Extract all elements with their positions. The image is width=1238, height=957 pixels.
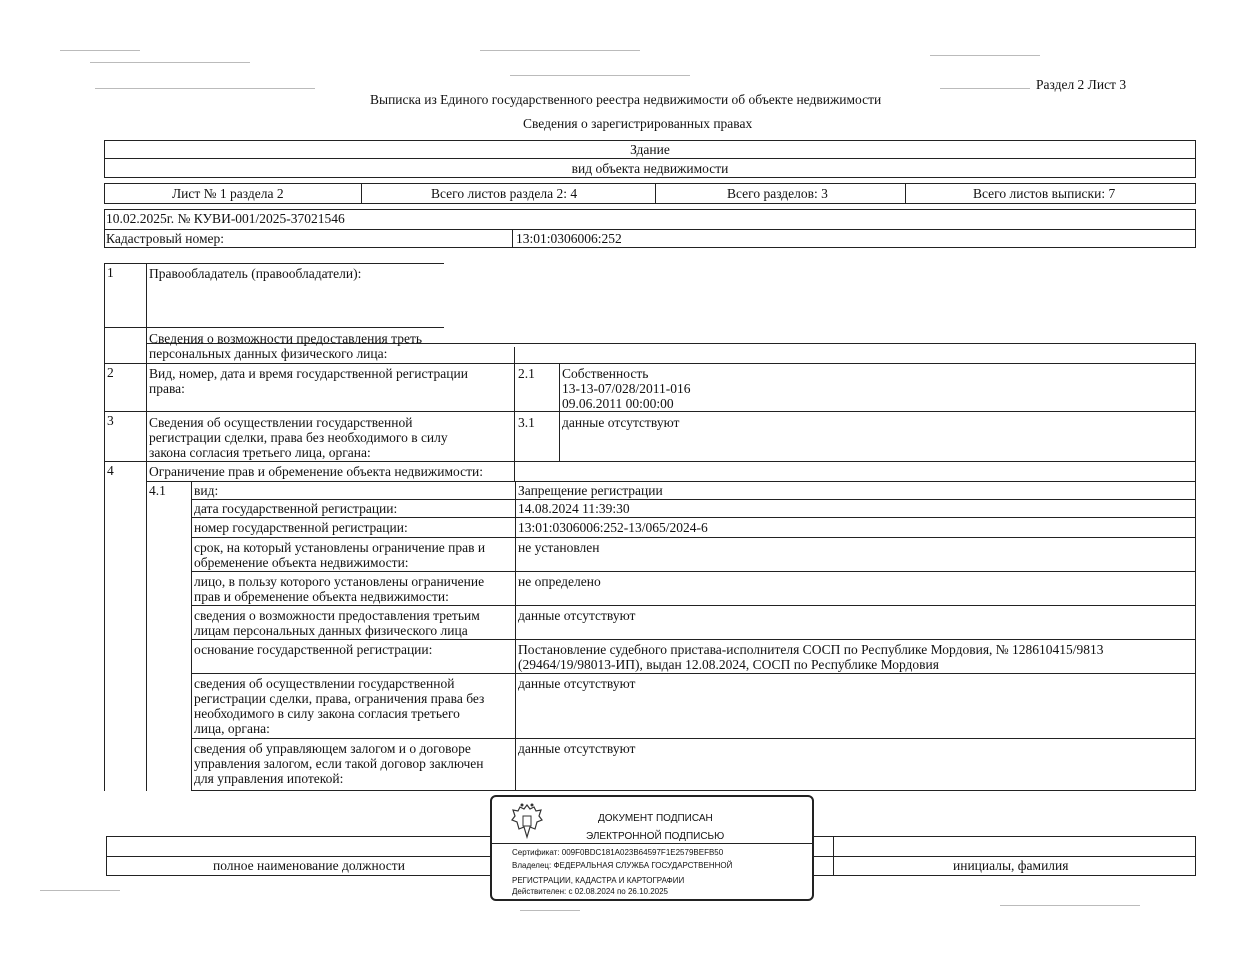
- deal-restriction-label-1: сведения об осуществлении государственной: [194, 676, 455, 691]
- scan-noise: [480, 50, 640, 51]
- name-label: инициалы, фамилия: [953, 858, 1069, 873]
- beneficiary-label-2: прав и обременение объекта недвижимости:: [194, 589, 449, 604]
- registration-basis-line-1: Постановление судебного пристава-исполнителя СОСП по Республике Мордовия, № 128610415/9813: [518, 642, 1104, 657]
- pledge-manager-label-1: сведения об управляющем залогом и о договоре: [194, 741, 471, 756]
- stamp-line-2: ЭЛЕКТРОННОЙ ПОДПИСЬЮ: [586, 831, 725, 842]
- certificate-number: Сертификат: 009F0BDC181A023B64597F1E2579BEFB50: [512, 848, 724, 857]
- scan-noise: [60, 50, 140, 51]
- object-type-label: вид объекта недвижимости: [571, 161, 729, 176]
- document-title: Выписка из Единого государственного реестра недвижимости об объекте недвижимости: [370, 92, 882, 107]
- row-3-1-number: 3.1: [518, 415, 535, 430]
- encumbrance-type-value: Запрещение регистрации: [518, 483, 663, 498]
- pd-third-party-label-1: сведения о возможности предоставления третьим: [194, 608, 480, 623]
- beneficiary-value: не определено: [518, 574, 601, 589]
- total-sheets: Всего листов выписки: 7: [973, 186, 1116, 201]
- certificate-owner-2: РЕГИСТРАЦИИ, КАДАСТРА И КАРТОГРАФИИ: [512, 876, 685, 885]
- certificate-owner-1: Владелец: ФЕДЕРАЛЬНАЯ СЛУЖБА ГОСУДАРСТВЕННОЙ: [512, 861, 733, 870]
- right-type: Собственность: [562, 366, 649, 381]
- encumbrance-date-value: 14.08.2024 11:39:30: [518, 501, 630, 516]
- deal-restriction-value: данные отсутствуют: [518, 676, 636, 691]
- deal-value: данные отсутствуют: [562, 415, 680, 430]
- certificate-validity: Действителен: с 02.08.2024 по 26.10.2025: [512, 887, 668, 896]
- pd-third-party-value: данные отсутствуют: [518, 608, 636, 623]
- e-signature-stamp: [490, 795, 814, 901]
- deal-label-line-3: закона согласия третьего лица, органа:: [149, 445, 371, 460]
- right-reg-number: 13-13-07/028/2011-016: [562, 381, 691, 396]
- pledge-manager-value: данные отсутствуют: [518, 741, 636, 756]
- deal-label-line-2: регистрации сделки, права без необходимого в силу: [149, 430, 448, 445]
- right-holder-label: Правообладатель (правообладатели):: [149, 266, 362, 281]
- row-2-number: 2: [107, 365, 114, 380]
- object-name: Здание: [630, 142, 670, 157]
- row-2-1-number: 2.1: [518, 366, 535, 381]
- pledge-manager-label-2: управления залогом, если такой договор заключен: [194, 756, 484, 771]
- scan-noise: [940, 88, 1030, 89]
- doc-number: 10.02.2025г. № КУВИ-001/2025-37021546: [106, 211, 345, 226]
- stamp-line-1: ДОКУМЕНТ ПОДПИСАН: [598, 813, 713, 824]
- pd-label-line-2: персональных данных физического лица:: [149, 346, 388, 361]
- encumbrance-number-label: номер государственной регистрации:: [194, 520, 408, 535]
- row-4-1-number: 4.1: [149, 483, 166, 498]
- pledge-manager-label-3: для управления ипотекой:: [194, 771, 344, 786]
- row-1-number: 1: [107, 265, 114, 280]
- right-reg-date: 09.06.2011 00:00:00: [562, 396, 674, 411]
- registration-basis-line-2: (29464/19/98013-ИП), выдан 12.08.2024, СОСП по Республике Мордовия: [518, 657, 939, 672]
- encumbrance-number-value: 13:01:0306006:252-13/065/2024-6: [518, 520, 708, 535]
- section-sheet-label: Раздел 2 Лист 3: [1036, 77, 1127, 92]
- encumbrance-term-label-1: срок, на который установлены ограничение прав и: [194, 540, 486, 555]
- registration-label-line-1: Вид, номер, дата и время государственной регистрации: [149, 366, 468, 381]
- scan-noise: [90, 62, 250, 63]
- beneficiary-label-1: лицо, в пользу которого установлены ограничение: [194, 574, 485, 589]
- encumbrance-label: Ограничение прав и обременение объекта недвижимости:: [149, 464, 483, 479]
- deal-restriction-label-2: регистрации сделки, права, ограничения права без: [194, 691, 485, 706]
- scan-noise: [930, 55, 1040, 56]
- pd-third-party-label-2: лицам персональных данных физического лица: [194, 623, 468, 638]
- total-sections: Всего разделов: 3: [727, 186, 828, 201]
- sheet-number: Лист № 1 раздела 2: [172, 186, 284, 201]
- encumbrance-date-label: дата государственной регистрации:: [194, 501, 398, 516]
- total-section-sheets: Всего листов раздела 2: 4: [431, 186, 578, 201]
- double-headed-eagle-icon: [510, 801, 544, 841]
- scan-noise: [1000, 905, 1140, 906]
- registration-basis-label: основание государственной регистрации:: [194, 642, 433, 657]
- scan-noise: [40, 890, 120, 891]
- deal-label-line-1: Сведения об осуществлении государственной: [149, 415, 413, 430]
- registration-label-line-2: права:: [149, 381, 185, 396]
- document-subtitle: Сведения о зарегистрированных правах: [523, 116, 753, 131]
- encumbrance-term-label-2: обременение объекта недвижимости:: [194, 555, 409, 570]
- scan-noise: [95, 88, 315, 89]
- encumbrance-term-value: не установлен: [518, 540, 600, 555]
- row-3-number: 3: [107, 413, 114, 428]
- deal-restriction-label-3: необходимого в силу закона согласия третьего: [194, 706, 460, 721]
- scan-noise: [510, 75, 690, 76]
- pd-label-line-1: Сведения о возможности предоставления треть: [149, 331, 423, 346]
- row-4-number: 4: [107, 463, 114, 478]
- cadastral-number: 13:01:0306006:252: [516, 231, 622, 246]
- encumbrance-type-label: вид:: [194, 483, 219, 498]
- position-label: полное наименование должности: [213, 858, 405, 873]
- deal-restriction-label-4: лица, органа:: [194, 721, 270, 736]
- cadastral-label: Кадастровый номер:: [106, 231, 225, 246]
- scan-noise: [520, 910, 580, 911]
